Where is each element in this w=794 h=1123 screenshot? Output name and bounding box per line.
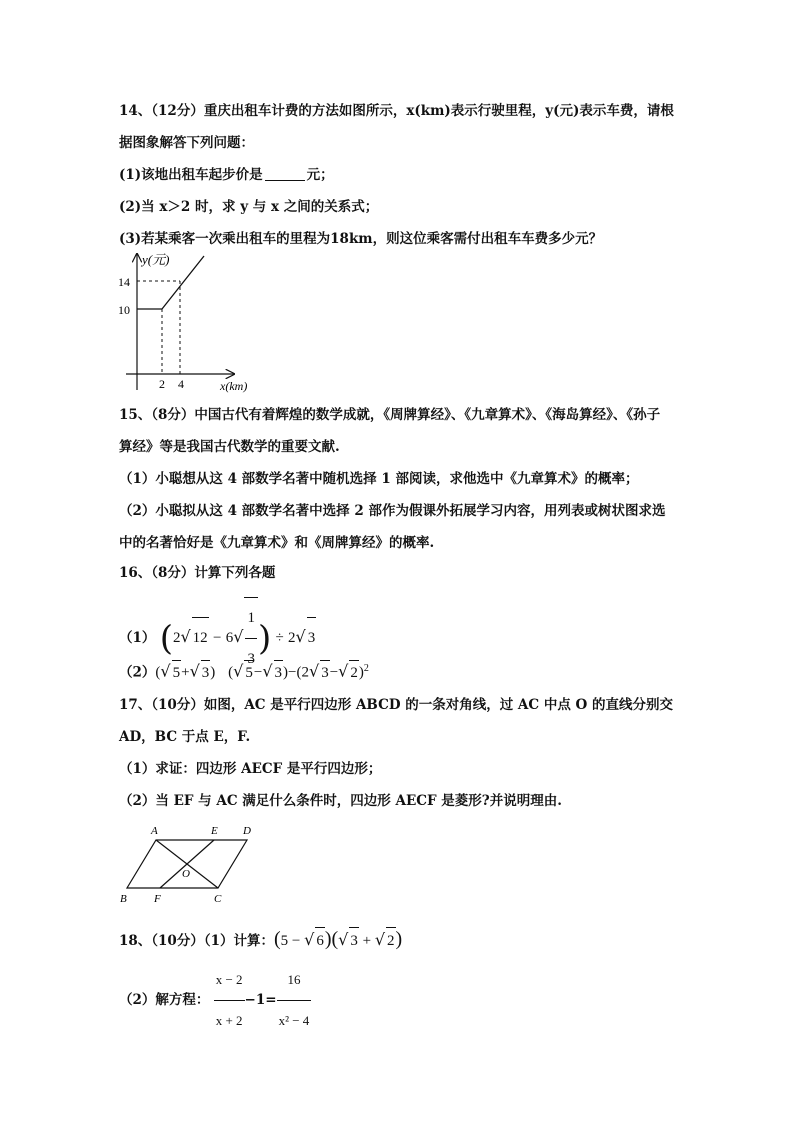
q15-intro-line1: 15、（8分）中国古代有着辉煌的数学成就，《周牌算经》、《九章算术》、《海岛算经》、《孙子 (119, 407, 661, 423)
radicand: 3 (307, 617, 317, 658)
label-b: B (120, 893, 127, 905)
taxi-fare-graph (112, 250, 272, 396)
fraction-numerator: 16 (277, 960, 312, 1001)
coef: 2 (288, 630, 296, 646)
q18-intro: 18、（10分）（1）计算： (119, 933, 274, 949)
coef: 6 (225, 630, 234, 646)
q14-part1-text: (1)该地出租车起步价是 (119, 167, 263, 183)
q16-intro: 16、（8分）计算下列各题 (119, 565, 276, 581)
q17-intro-line2: AD，BC 于点 E，F. (119, 729, 251, 745)
fraction-denominator: 3 (247, 651, 255, 667)
fraction-numerator: x − 2 (214, 960, 245, 1001)
label-d: D (243, 825, 251, 837)
q15-part2-line1: （2）小聪拟从这 4 部数学名著中选择 2 部作为假课外拓展学习内容，用列表或树状图求选 (119, 503, 666, 519)
q16-part2-label: （2） (119, 664, 156, 681)
q14-part2: (2)当 x＞2 时，求 y 与 x 之间的关系式； (119, 199, 379, 215)
q17-part1: （1）求证：四边形 AECF 是平行四边形； (119, 761, 382, 777)
q16-expression-1: （1） (2√ 12 − 6√ $\frac{1}{3}$ ) ÷ 2√ 3 (119, 597, 316, 679)
q16-part1-label: （1） (119, 630, 156, 646)
y-tick-14: 14 (118, 275, 130, 289)
operator: ÷ (275, 630, 284, 646)
q14-intro-line2: 据图象解答下列问题： (119, 135, 254, 151)
parallelogram-figure (116, 822, 262, 908)
q15-intro-line2: 算经》等是我国古代数学的重要文献. (119, 439, 340, 455)
x-axis-label: x(km) (220, 379, 248, 393)
q14-intro-line1: 14、（12分）重庆出租车计费的方法如图所示，x(km)表示行驶里程，y(元)表示车费，请根 (119, 103, 674, 119)
x-tick-2: 2 (159, 377, 165, 391)
q17-intro-line1: 17、（10分）如图，AC 是平行四边形 ABCD 的一条对角线，过 AC 中点 O 的直线分别交 (119, 697, 674, 713)
operator: − (212, 630, 222, 646)
y-axis-label: y(元) (142, 252, 170, 267)
q14-part1-unit: 元； (306, 167, 334, 183)
q14-part1 (119, 165, 334, 185)
q15-part2-line2: 中的名著恰好是《九章算术》和《周牌算经》的概率. (119, 535, 435, 551)
fraction-denominator: x² − 4 (278, 1013, 310, 1028)
label-c: C (214, 893, 222, 905)
q18-part2 (119, 960, 311, 1041)
label-e: E (211, 825, 218, 837)
equation-middle: −1= (244, 992, 277, 1008)
q14-part3: (3)若某乘客一次乘出租车的里程为18km，则这位乘客需付出租车车费多少元？ (119, 231, 603, 247)
radicand: 12 (192, 617, 209, 658)
q15-part1: （1）小聪想从这 4 部数学名著中随机选择 1 部阅读，求他选中《九章算术》的概率； (119, 471, 639, 487)
label-o: O (182, 868, 190, 880)
q18-part1: 18、（10分）（1）计算：(5 − √ 6)(√ 3 + √ 2) (119, 926, 402, 954)
label-f: F (154, 893, 161, 905)
fraction-numerator: 1 (245, 598, 257, 639)
q18-part2-label: （2）解方程： (119, 992, 210, 1008)
y-tick-10: 10 (118, 303, 130, 317)
fraction-denominator: x + 2 (215, 1013, 243, 1028)
q17-part2: （2）当 EF 与 AC 满足什么条件时，四边形 AECF 是菱形?并说明理由. (119, 793, 562, 809)
q16-expression-2: （2）(√ 5+√ 3) (√ 5−√ 3)−(2√ 3−√ 2)$^2$ (119, 657, 369, 685)
label-a: A (151, 825, 158, 837)
x-tick-4: 4 (178, 377, 184, 391)
answer-blank (265, 166, 305, 181)
segment-ef (160, 840, 214, 888)
coef: 2 (172, 630, 181, 646)
